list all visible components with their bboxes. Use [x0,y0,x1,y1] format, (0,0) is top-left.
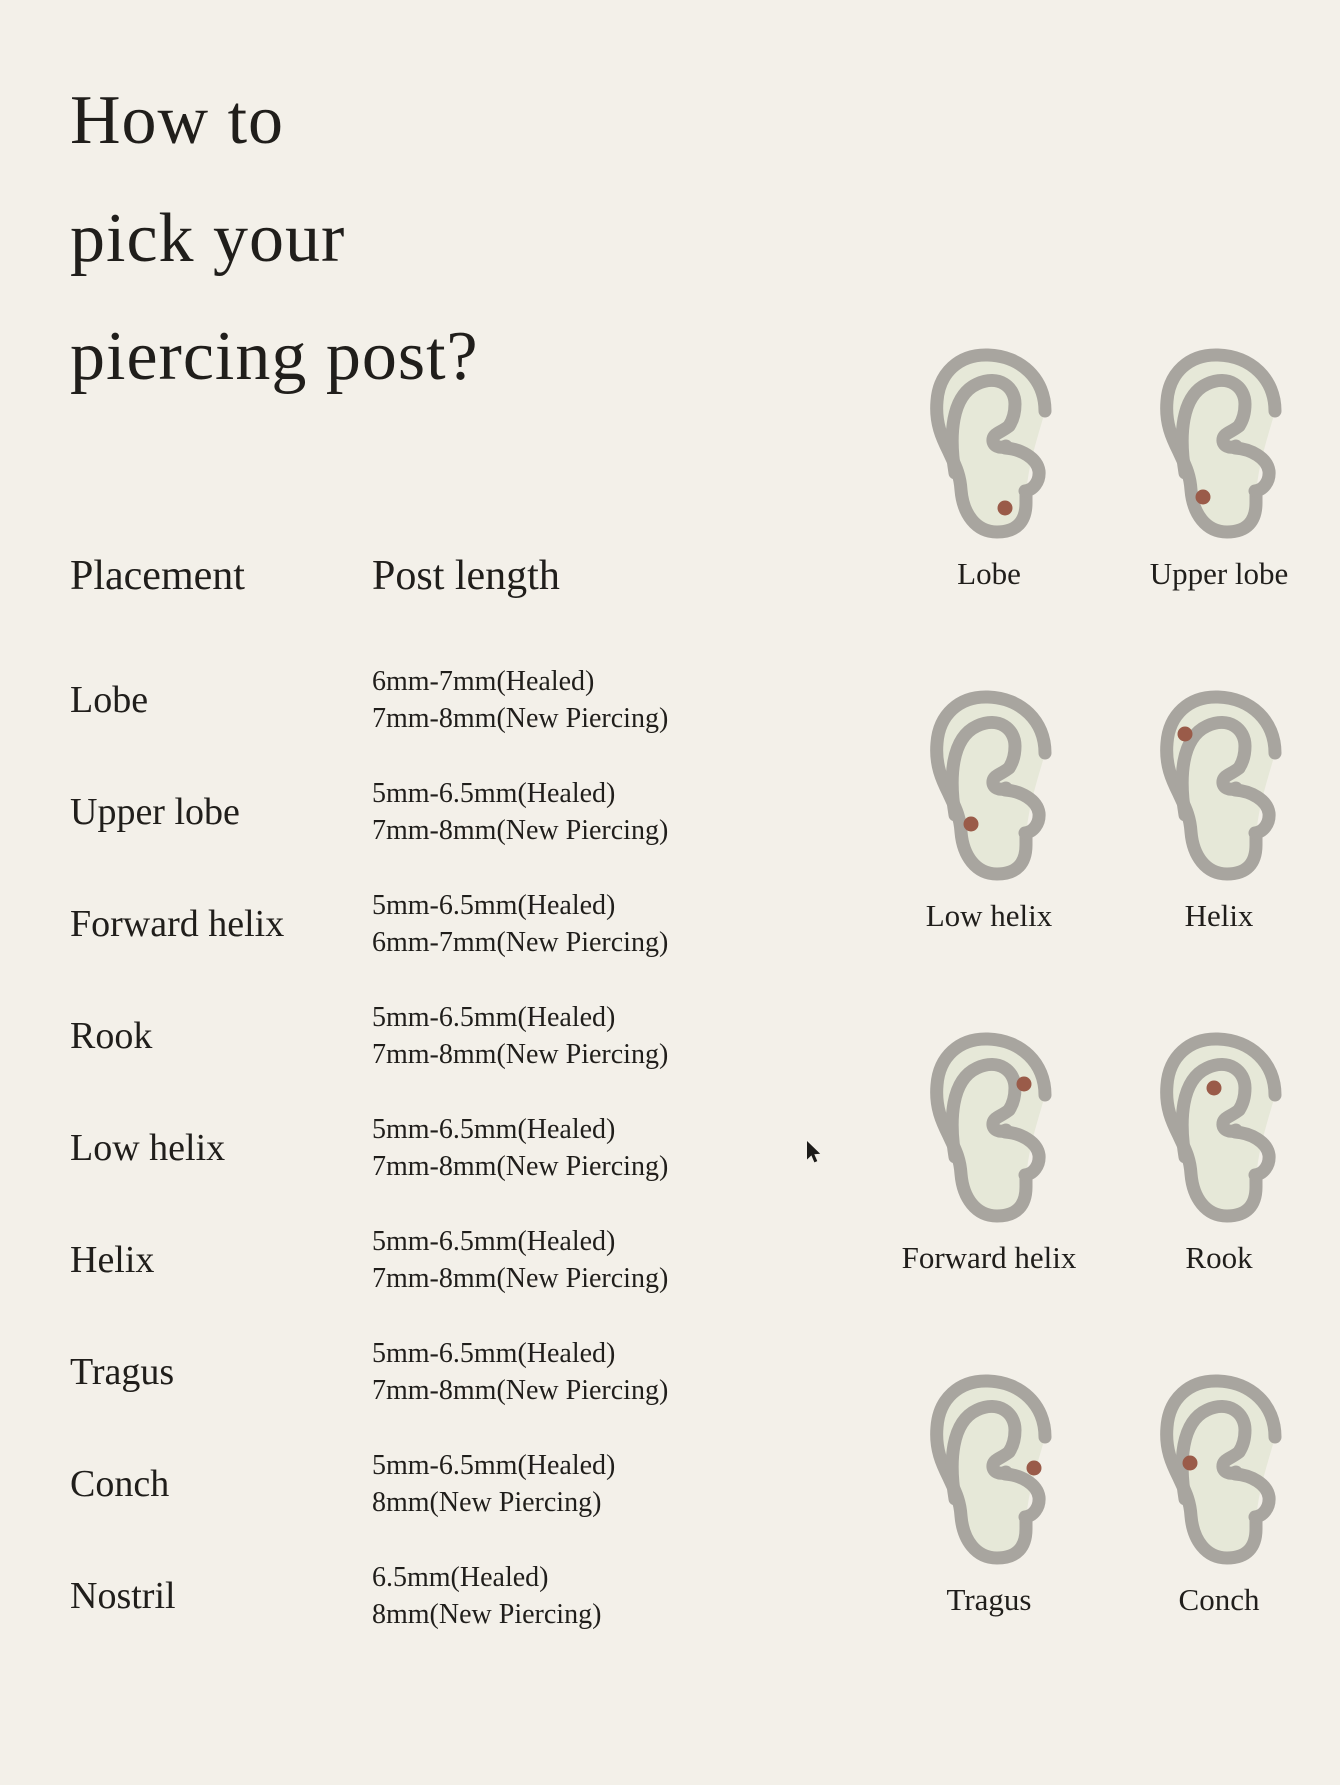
page-title [70,62,479,416]
ear-label-upper-lobe: Upper lobe [1149,556,1289,591]
post-length-values [372,1335,668,1409]
placement-label: Forward helix [70,903,285,945]
piercing-dot-forward-helix [1017,1077,1032,1092]
column-header-post-length: Post length [372,553,560,599]
ear-diagram-tragus [908,1367,1070,1709]
new-piercing-value: 8mm(New Piercing) [372,1599,602,1630]
placement-label: Tragus [70,1351,175,1393]
post-length-values [372,1111,668,1185]
healed-value: 5mm-6.5mm(Healed) [372,1338,616,1369]
healed-value: 5mm-6.5mm(Healed) [372,1002,616,1033]
ear-label-helix: Helix [1184,898,1254,933]
piercing-dot-conch [1183,1456,1198,1471]
ear-diagram-conch [1138,1367,1300,1709]
title-line-2: pick your [70,200,346,277]
title-line-1: How to [70,82,285,159]
ear-diagram-rook [1138,1025,1300,1367]
healed-value: 5mm-6.5mm(Healed) [372,778,616,809]
healed-value: 6mm-7mm(Healed) [372,666,595,697]
ear-label-conch: Conch [1178,1582,1260,1617]
ear-icon [915,683,1063,883]
placement-label: Conch [70,1463,170,1505]
new-piercing-value: 7mm-8mm(New Piercing) [372,1263,669,1294]
placement-label: Low helix [70,1127,226,1169]
ear-icon [1145,1367,1293,1567]
size-table [70,644,668,1652]
healed-value: 5mm-6.5mm(Healed) [372,1114,616,1145]
new-piercing-value: 6mm-7mm(New Piercing) [372,927,669,958]
new-piercing-value: 7mm-8mm(New Piercing) [372,1151,669,1182]
table-row-conch [70,1428,668,1540]
ear-icon [1145,341,1293,541]
mouse-cursor [806,1140,822,1164]
post-length-values [372,1559,601,1633]
column-header-placement: Placement [70,553,245,599]
piercing-dot-low-helix [964,817,979,832]
post-length-values [372,1223,668,1297]
ear-label-forward-helix: Forward helix [901,1240,1077,1275]
healed-value: 5mm-6.5mm(Healed) [372,890,616,921]
ear-label-rook: Rook [1185,1240,1253,1275]
ear-icon [915,1025,1063,1225]
table-header [70,552,560,600]
new-piercing-value: 7mm-8mm(New Piercing) [372,815,669,846]
new-piercing-value: 7mm-8mm(New Piercing) [372,703,669,734]
ear-icon [1145,683,1293,883]
placement-label: Nostril [70,1575,176,1617]
healed-value: 5mm-6.5mm(Healed) [372,1450,616,1481]
piercing-dot-tragus [1027,1461,1042,1476]
ear-diagram-upper-lobe [1138,341,1300,683]
ear-icon [915,1367,1063,1567]
new-piercing-value: 8mm(New Piercing) [372,1487,602,1518]
piercing-dot-helix [1178,727,1193,742]
placement-label: Upper lobe [70,791,240,833]
ear-label-low-helix: Low helix [925,898,1053,933]
post-length-values [372,887,668,961]
post-length-values [372,999,668,1073]
piercing-dot-rook [1207,1081,1222,1096]
placement-label: Lobe [70,679,149,721]
table-row-rook [70,980,668,1092]
ear-diagram-helix [1138,683,1300,1025]
table-row-helix [70,1204,668,1316]
placement-label: Rook [70,1015,153,1057]
ear-diagram-grid [901,341,1300,1709]
healed-value: 6.5mm(Healed) [372,1562,549,1593]
piercing-dot-upper-lobe [1196,490,1211,505]
ear-label-lobe: Lobe [957,556,1021,591]
title-line-3: piercing post? [70,318,479,395]
post-length-values [372,1447,615,1521]
new-piercing-value: 7mm-8mm(New Piercing) [372,1375,669,1406]
table-row-upper-lobe [70,756,668,868]
table-row-tragus [70,1316,668,1428]
new-piercing-value: 7mm-8mm(New Piercing) [372,1039,669,1070]
table-row-nostril [70,1540,668,1652]
ear-icon [1145,1025,1293,1225]
table-row-low-helix [70,1092,668,1204]
post-length-values [372,663,668,737]
table-row-forward-helix [70,868,668,980]
ear-diagram-forward-helix [901,1025,1077,1367]
ear-icon [915,341,1063,541]
ear-diagram-low-helix [908,683,1070,1025]
healed-value: 5mm-6.5mm(Healed) [372,1226,616,1257]
ear-label-tragus: Tragus [946,1582,1032,1617]
piercing-dot-lobe [998,501,1013,516]
table-row-lobe [70,644,668,756]
post-length-values [372,775,668,849]
placement-label: Helix [70,1239,155,1281]
ear-diagram-lobe [908,341,1070,683]
